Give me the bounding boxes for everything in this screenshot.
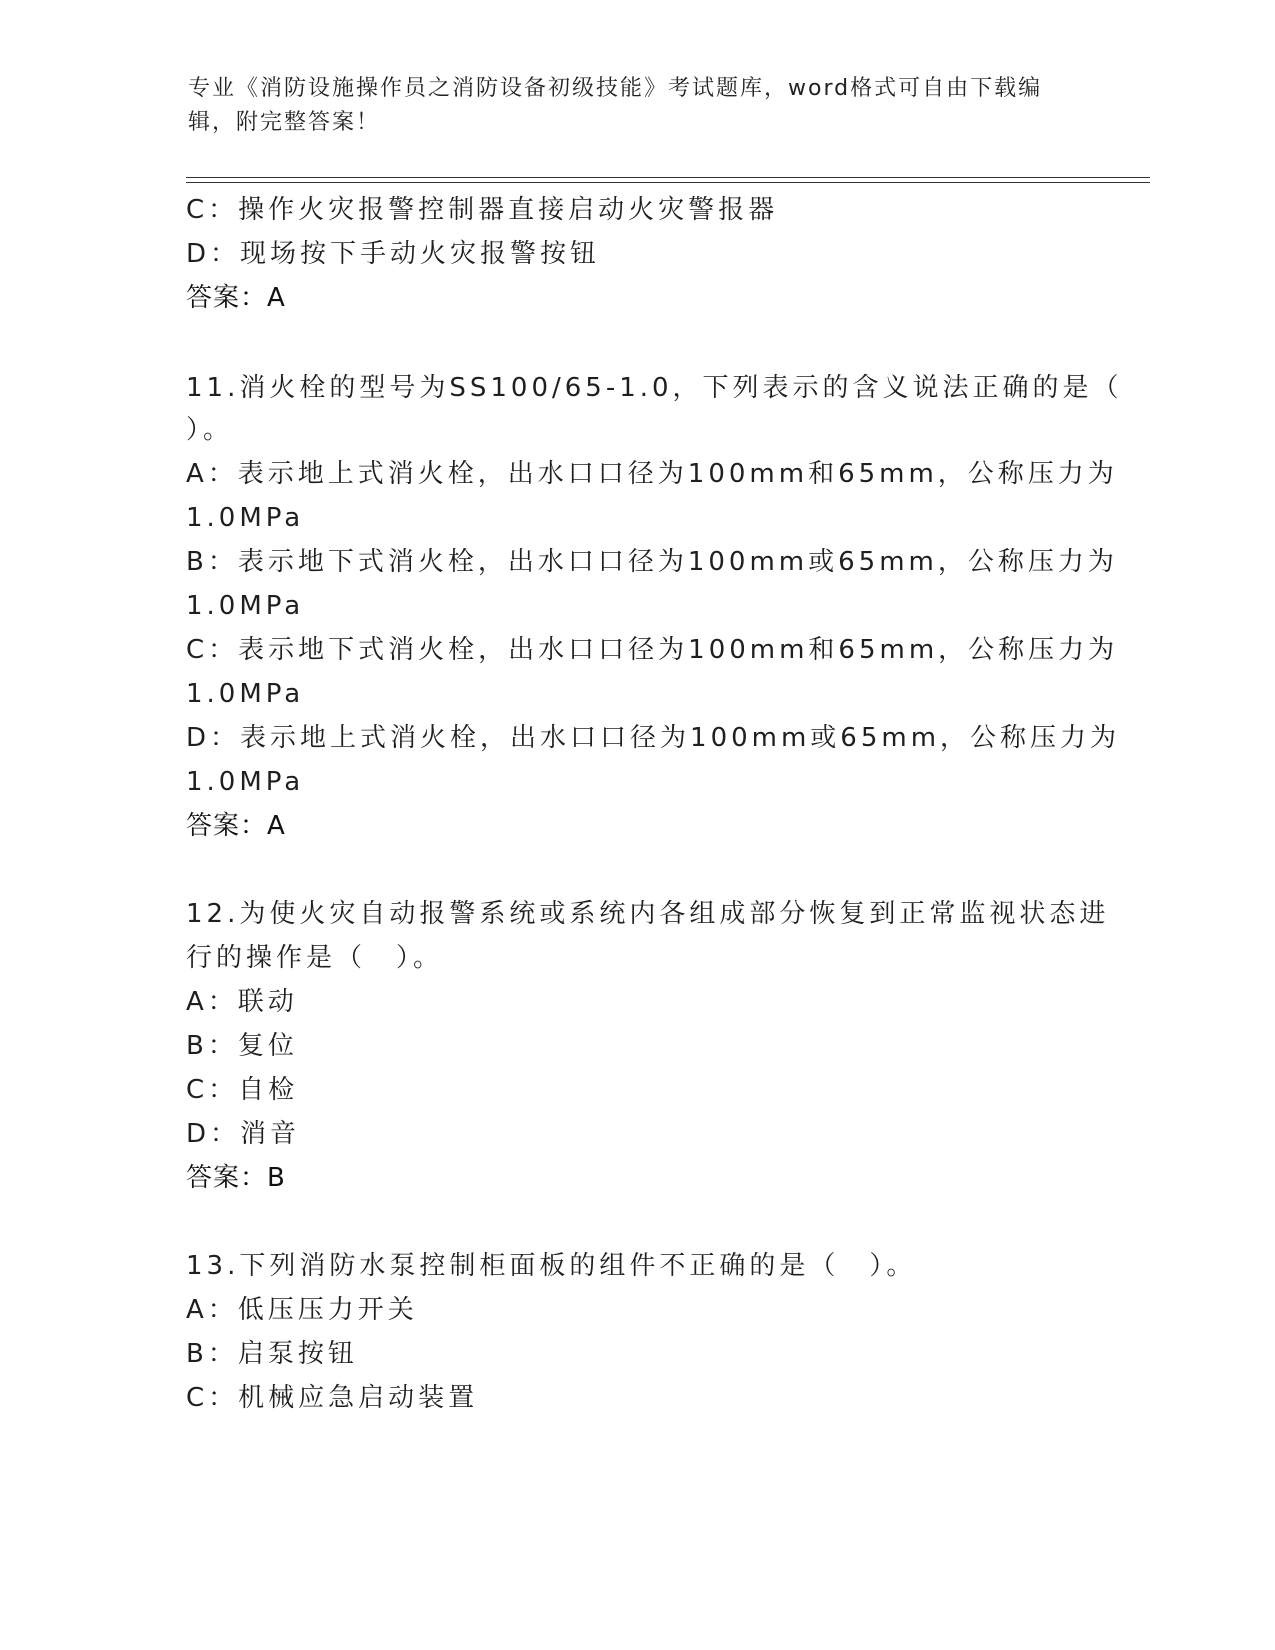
q10-option-d: D：现场按下手动火灾报警按钮 <box>186 239 601 269</box>
q12-stem-line-1: 12.为使火灾自动报警系统或系统内各组成部分恢复到正常监视状态进 <box>186 899 1110 929</box>
q13-option-b: B：启泵按钮 <box>186 1339 358 1369</box>
document-header <box>188 72 1068 140</box>
q11-option-a-line-1: A：表示地上式消火栓，出水口口径为100mm和65mm，公称压力为 <box>186 459 1118 489</box>
header-divider-top <box>186 177 1150 178</box>
q11-stem-line-1: 11.消火栓的型号为SS100/65-1.0，下列表示的含义说法正确的是（ <box>186 373 1123 403</box>
q11-option-a-line-2: 1.0MPa <box>186 503 305 533</box>
q10-option-c: C：操作火灾报警控制器直接启动火灾警报器 <box>186 195 779 225</box>
q11-stem-line-2: ）。 <box>186 415 234 445</box>
q12-stem-line-2: 行的操作是（ ）。 <box>186 943 444 973</box>
header-line-2: 辑，附完整答案！ <box>188 110 381 135</box>
q12-option-a: A：联动 <box>186 987 298 1017</box>
q12-option-b: B：复位 <box>186 1031 298 1061</box>
q11-option-d-line-1: D：表示地上式消火栓，出水口口径为100mm或65mm，公称压力为 <box>186 723 1121 753</box>
header-divider-bottom <box>186 182 1150 183</box>
q12-option-c: C：自检 <box>186 1075 299 1105</box>
q12-option-d: D：消音 <box>186 1119 301 1149</box>
q11-option-c-line-1: C：表示地下式消火栓，出水口口径为100mm和65mm，公称压力为 <box>186 635 1119 665</box>
q10-answer: 答案：A <box>186 283 286 313</box>
q11-answer: 答案：A <box>186 811 286 841</box>
q11-option-b-line-1: B：表示地下式消火栓，出水口口径为100mm或65mm，公称压力为 <box>186 547 1118 577</box>
q13-option-a: A：低压压力开关 <box>186 1295 418 1325</box>
header-line-1: 专业《消防设施操作员之消防设备初级技能》考试题库，word格式可自由下载编 <box>188 76 1043 101</box>
q13-option-c: C：机械应急启动装置 <box>186 1383 479 1413</box>
q12-answer: 答案：B <box>186 1163 286 1193</box>
q11-option-d-line-2: 1.0MPa <box>186 767 305 797</box>
q13-stem: 13.下列消防水泵控制柜面板的组件不正确的是（ ）。 <box>186 1251 917 1281</box>
q11-option-c-line-2: 1.0MPa <box>186 679 305 709</box>
q11-option-b-line-2: 1.0MPa <box>186 591 305 621</box>
